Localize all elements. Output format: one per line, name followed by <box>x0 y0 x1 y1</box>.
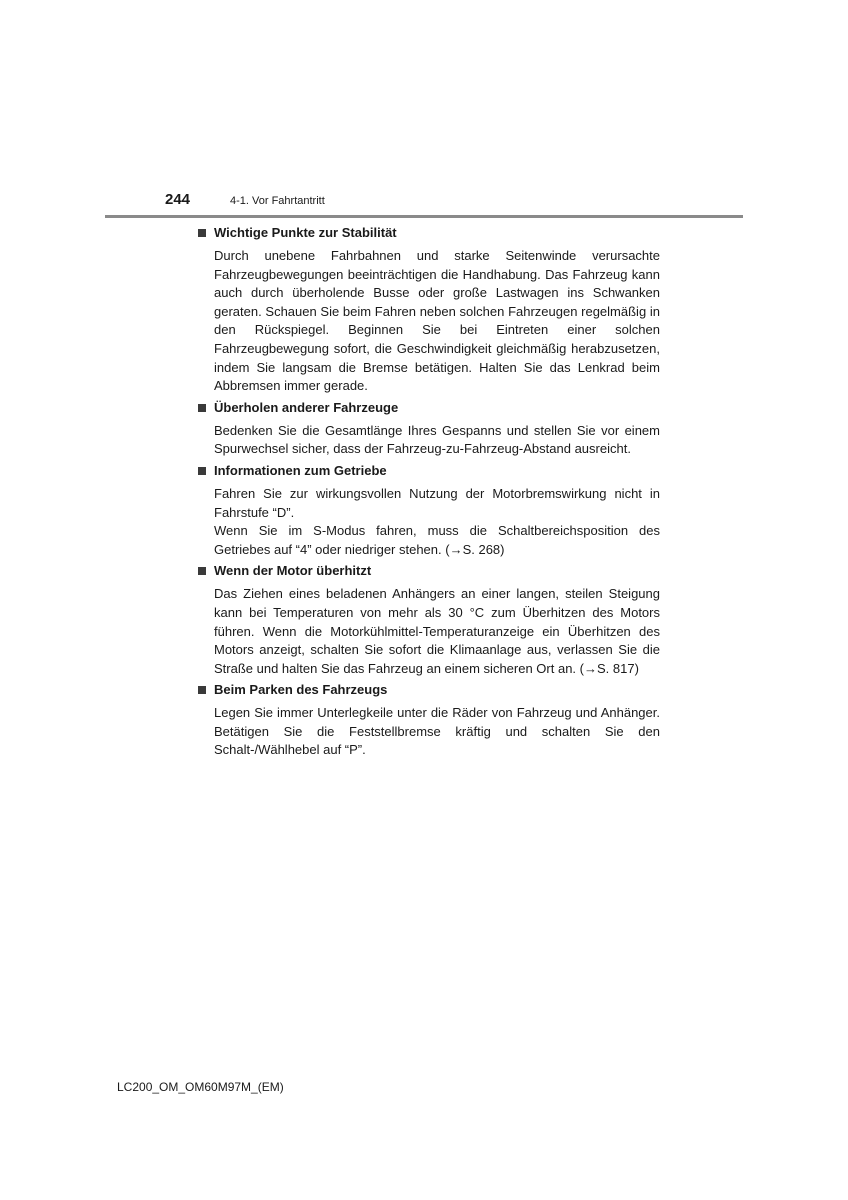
paragraph: Wenn Sie im S-Modus fahren, muss die Schaltbereichsposition des Getriebes auf “4” oder niedriger stehen. (→S. 268) <box>214 523 660 557</box>
page-number: 244 <box>165 191 191 208</box>
section-overtaking <box>198 399 660 459</box>
section-heading-text: Wenn der Motor überhitzt <box>214 563 372 579</box>
section-heading <box>198 462 660 480</box>
section-heading <box>198 399 660 417</box>
square-bullet-icon <box>198 229 206 237</box>
section-parking <box>198 681 660 760</box>
section-heading <box>198 562 660 580</box>
square-bullet-icon <box>198 404 206 412</box>
paragraph: Das Ziehen eines beladenen Anhängers an einer langen, steilen Steigung kann bei Temperaturen von mehr als 30 °C zum Überhitzen des Motors führen. Wenn die Motorkühlmittel-Temperaturanzeige ein Überhitzen des Motors anzeigt, schalten Sie sofort die Klimaanlage aus, verlassen Sie die Straße und halten Sie das Fahrzeug an einem sicheren Ort an. (→S. 817) <box>214 586 660 676</box>
section-heading-text: Beim Parken des Fahrzeugs <box>214 682 388 698</box>
section-transmission <box>198 462 660 559</box>
square-bullet-icon <box>198 467 206 475</box>
paragraph: Durch unebene Fahrbahnen und starke Seitenwinde verursachte Fahrzeugbewegungen beeinträchtigen die Handhabung. Das Fahrzeug kann auch durch überholende Busse oder große Lastwagen ins Schwanken geraten. Schauen Sie beim Fahren neben solchen Fahrzeugen regelmäßig in den Rückspiegel. Beginnen Sie bei Eintreten einer solchen Fahrzeugbewegung sofort, die Geschwindigkeit gleichmäßig herabzusetzen, indem Sie langsam die Bremse betätigen. Halten Sie das Lenkrad beim Abbremsen immer gerade. <box>214 248 660 394</box>
main-content <box>198 224 660 763</box>
square-bullet-icon <box>198 686 206 694</box>
section-heading <box>198 681 660 699</box>
section-stability <box>198 224 660 396</box>
paragraph: Legen Sie immer Unterlegkeile unter die Räder von Fahrzeug und Anhänger. Betätigen Sie die Feststellbremse kräftig und schalten Sie den Schalt-/Wählhebel auf “P”. <box>214 705 660 758</box>
section-heading <box>198 224 660 242</box>
section-heading-text: Informationen zum Getriebe <box>214 462 387 478</box>
paragraph: Fahren Sie zur wirkungsvollen Nutzung der Motorbremswirkung nicht in Fahrstufe “D”. <box>214 485 660 520</box>
section-heading-text: Überholen anderer Fahrzeuge <box>214 399 399 415</box>
section-heading-text: Wichtige Punkte zur Stabilität <box>214 225 397 240</box>
paragraph: Bedenken Sie die Gesamtlänge Ihres Gespanns und stellen Sie vor einem Spurwechsel sicher, dass der Fahrzeug-zu-Fahrzeug-Abstand ausreicht. <box>214 422 660 457</box>
header-divider <box>105 215 743 218</box>
document-code: LC200_OM_OM60M97M_(EM) <box>117 1080 284 1094</box>
square-bullet-icon <box>198 567 206 575</box>
section-reference: 4-1. Vor Fahrtantritt <box>230 195 325 207</box>
section-overheating <box>198 562 660 678</box>
